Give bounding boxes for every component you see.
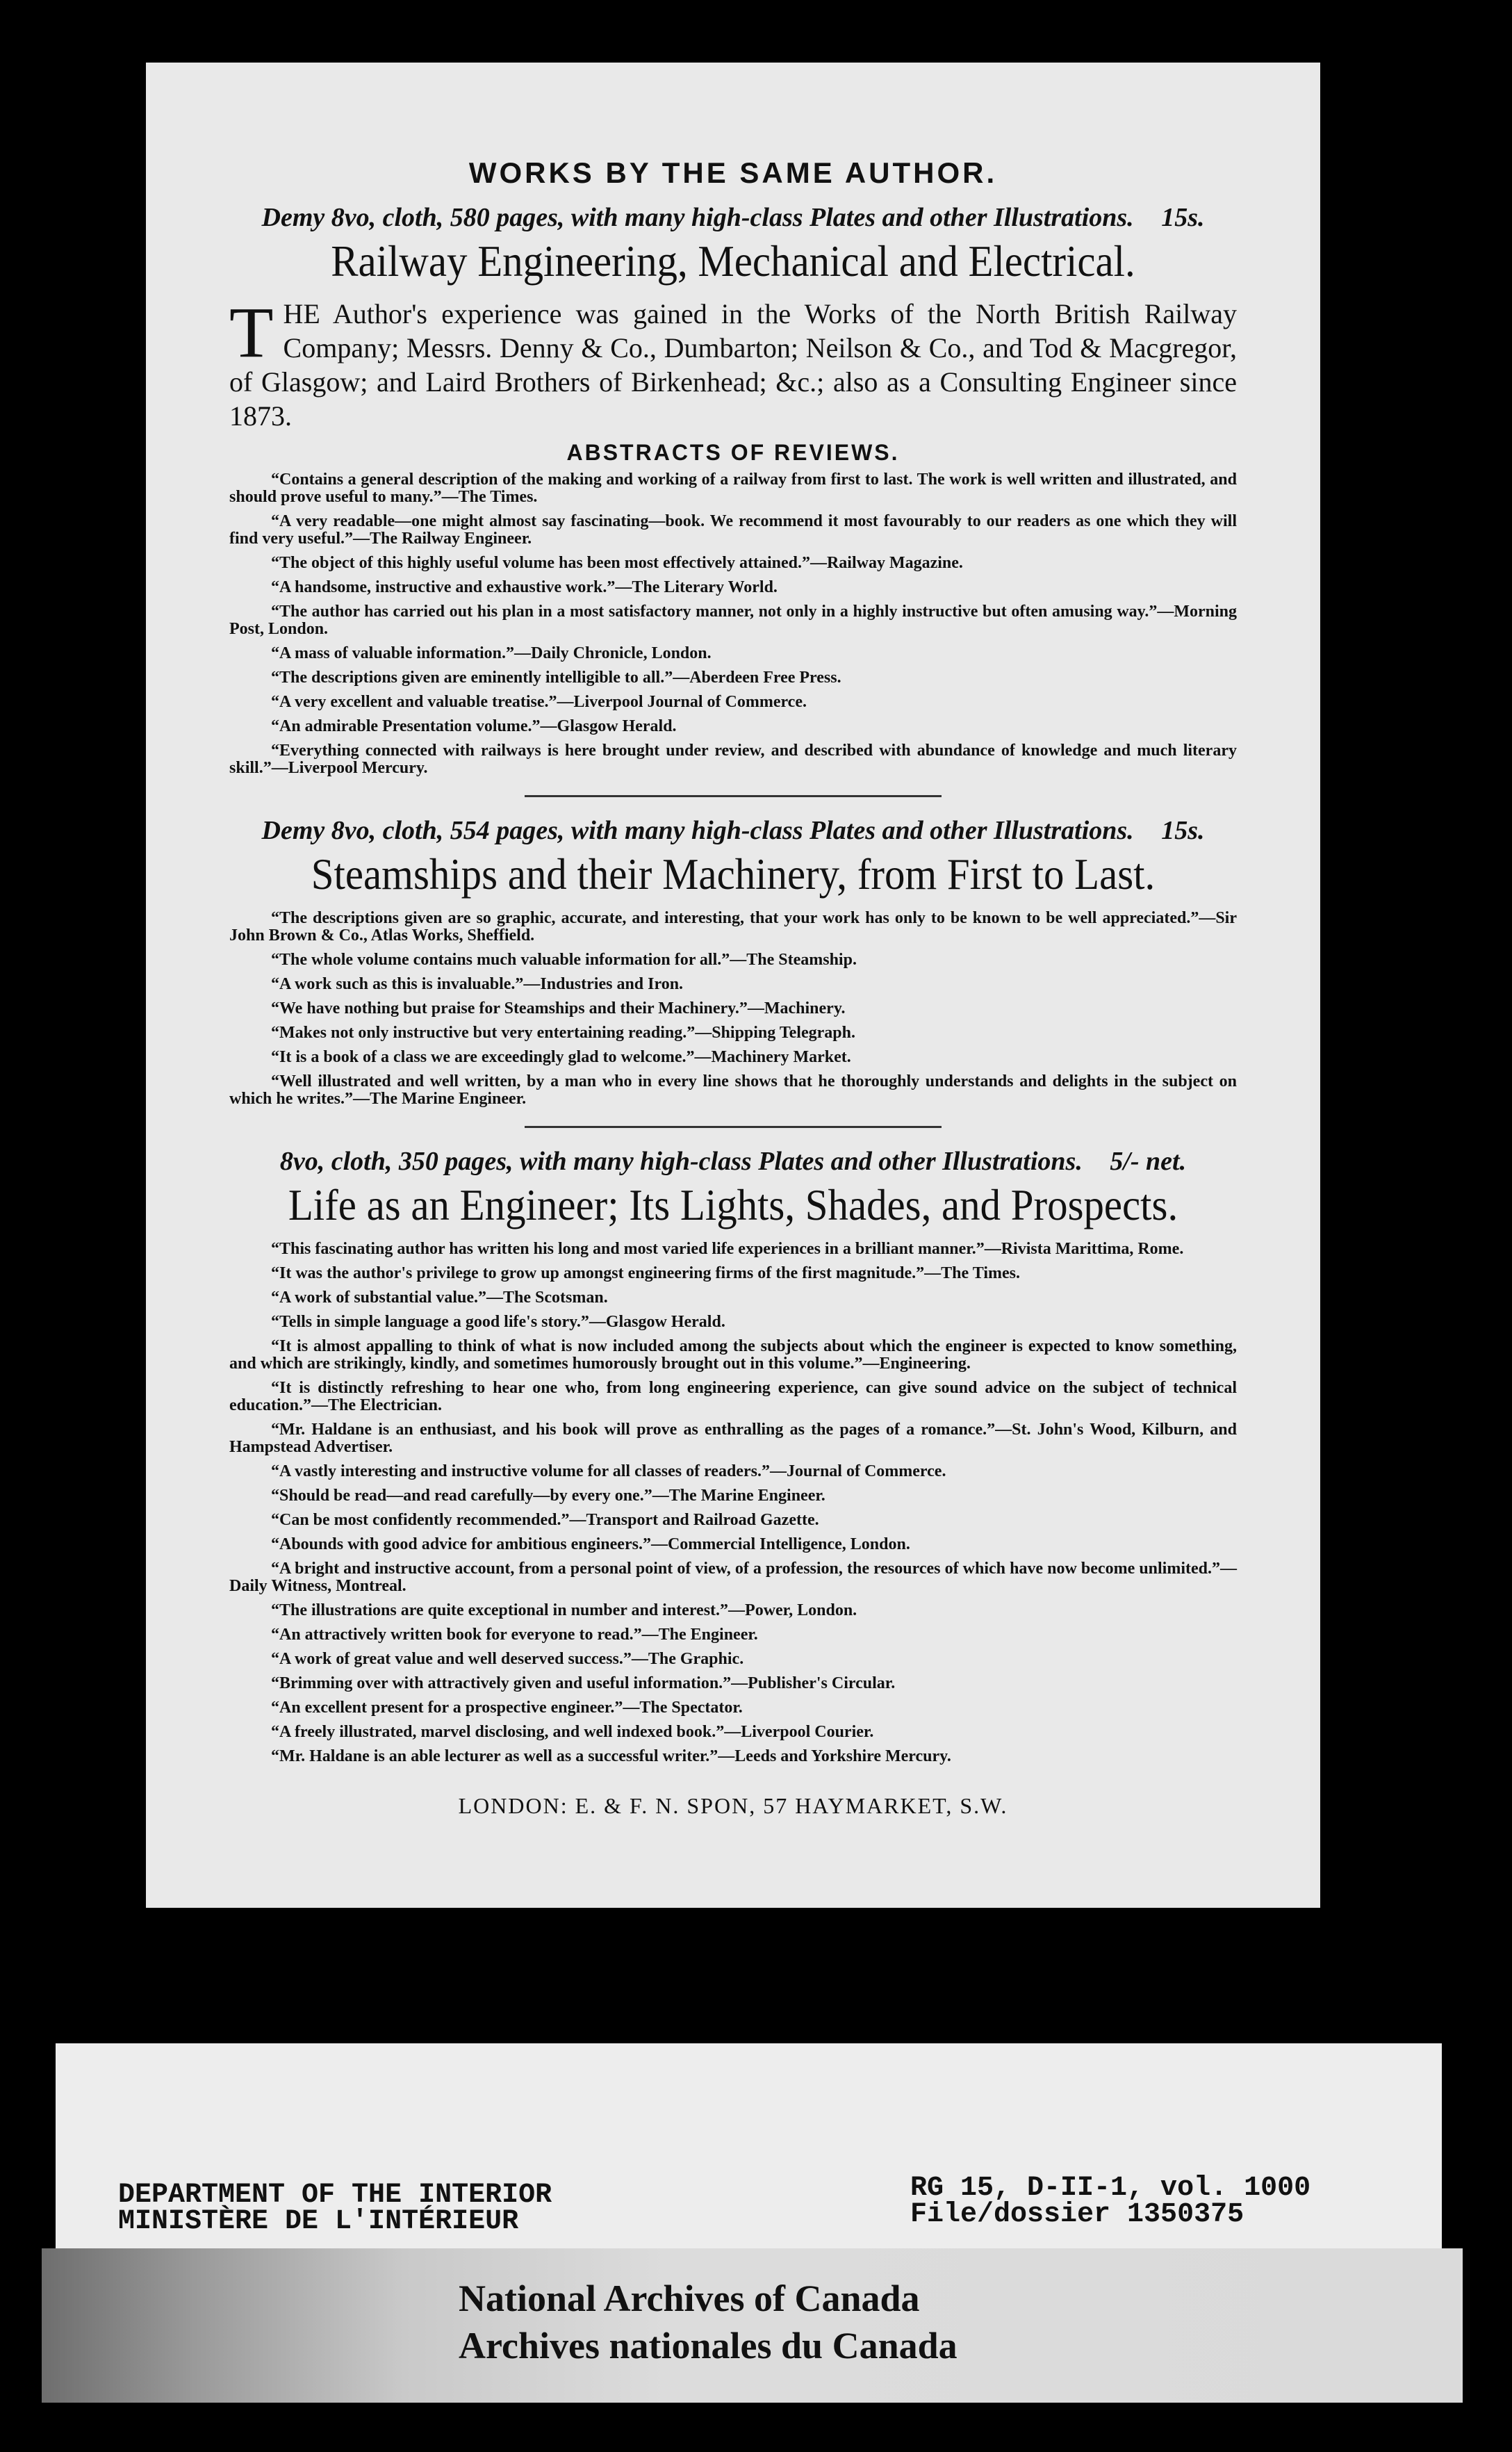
book-title: Steamships and their Machinery, from First to Last.: [311, 849, 1156, 899]
review-item: “This fascinating author has written his long and most varied life experiences in a brilliant manner.”—Rivista Marittima, Rome.: [271, 1240, 1184, 1258]
review-item: “A freely illustrated, marvel disclosing, and well indexed book.”—Liverpool Courier.: [271, 1723, 874, 1741]
review-item: “We have nothing but praise for Steamships and their Machinery.”—Machinery.: [271, 999, 846, 1017]
review-item: “It is a book of a class we are exceedingly glad to welcome.”—Machinery Market.: [271, 1048, 851, 1066]
review-item: “It is distinctly refreshing to hear one who, from long engineering experience, can give sound advice on the subject of technical education.”—The Electrician.: [229, 1379, 1237, 1414]
book-section-life-as-engineer: [229, 1146, 1237, 1765]
review-item: “The whole volume contains much valuable information for all.”—The Steamship.: [271, 951, 857, 969]
book-title: Railway Engineering, Mechanical and Electrical.: [331, 236, 1135, 286]
review-item: “Brimming over with attractively given and useful information.”—Publisher's Circular.: [271, 1674, 896, 1692]
review-item: “An admirable Presentation volume.”—Glasgow Herald.: [271, 717, 677, 735]
description-text: HE Author's experience was gained in the Works of the North British Railway Company; Messrs. Denny & Co., Dumbarton; Neilson & Co., and Tod & Macgregor, of Glasgow; and Laird Brothers of Birkenhead; &c.; also as a Consulting Engineer since 1873.: [229, 298, 1237, 432]
review-item: “A very excellent and valuable treatise.”—Liverpool Journal of Commerce.: [271, 693, 807, 711]
section-divider: [525, 795, 942, 797]
review-item: “It was the author's privilege to grow up amongst engineering firms of the first magnitude.”—The Times.: [271, 1264, 1020, 1282]
book-price: 5/- net.: [1110, 1147, 1187, 1176]
section-divider: [525, 1126, 942, 1128]
document-page: [146, 63, 1320, 1908]
publisher-imprint: LONDON: E. & F. N. SPON, 57 HAYMARKET, S.W.: [458, 1793, 1008, 1818]
review-item: “A very readable—one might almost say fascinating—book. We recommend it most favourably to our readers as one which they will find very useful.”—The Railway Engineer.: [229, 512, 1237, 548]
review-item: “A work such as this is invaluable.”—Industries and Iron.: [271, 975, 684, 993]
review-item: “A work of great value and well deserved success.”—The Graphic.: [271, 1650, 744, 1668]
review-item: “Contains a general description of the making and working of a railway from first to last. The work is well written and illustrated, and should prove useful to many.”—The Times.: [229, 471, 1237, 506]
review-item: “Makes not only instructive but very entertaining reading.”—Shipping Telegraph.: [271, 1024, 855, 1042]
department-fr: MINISTÈRE DE L'INTÉRIEUR: [118, 2206, 519, 2237]
book-edition: [229, 202, 1237, 233]
archives-name-fr: Archives nationales du Canada: [459, 2325, 958, 2367]
edition-text: Demy 8vo, cloth, 580 pages, with many high-class Plates and other Illustrations.: [261, 203, 1134, 232]
archives-name: [459, 2275, 958, 2369]
review-item: “The illustrations are quite exceptional in number and interest.”—Power, London.: [271, 1601, 857, 1619]
book-price: 15s.: [1161, 816, 1205, 845]
review-item: “Mr. Haldane is an enthusiast, and his book will prove as enthralling as the pages of a romance.”—St. John's Wood, Kilburn, and Hampstead Advertiser.: [229, 1421, 1237, 1456]
book-description: [229, 293, 1237, 433]
review-item: “An attractively written book for everyone to read.”—The Engineer.: [271, 1626, 758, 1644]
page-content: [229, 156, 1237, 1819]
review-item: “A handsome, instructive and exhaustive work.”—The Literary World.: [271, 578, 778, 596]
review-list: [229, 471, 1237, 777]
review-list: [229, 1241, 1237, 1765]
review-item: “Tells in simple language a good life's story.”—Glasgow Herald.: [271, 1313, 725, 1331]
edition-text: 8vo, cloth, 350 pages, with many high-class Plates and other Illustrations.: [279, 1147, 1083, 1176]
book-section-railway: [229, 202, 1237, 777]
review-item: “The author has carried out his plan in a most satisfactory manner, not only in a highly instructive but often amusing way.”—Morning Post, London.: [229, 603, 1237, 638]
department-label: [118, 2182, 552, 2235]
book-section-steamships: [229, 815, 1237, 1108]
review-item: “Should be read—and read carefully—by every one.”—The Marine Engineer.: [271, 1487, 825, 1505]
archive-label-strip: [56, 2043, 1442, 2252]
review-item: “The object of this highly useful volume has been most effectively attained.”—Railway Magazine.: [271, 554, 963, 572]
page-heading: WORKS BY THE SAME AUTHOR.: [468, 156, 998, 189]
department-en: DEPARTMENT OF THE INTERIOR: [118, 2180, 552, 2211]
review-item: “A bright and instructive account, from a personal point of view, of a profession, the resources of which have now become unlimited.”—Daily Witness, Montreal.: [229, 1560, 1237, 1595]
archives-banner: [42, 2248, 1463, 2403]
review-item: “Everything connected with railways is here brought under review, and described with abundance of knowledge and much literary skill.”—Liverpool Mercury.: [229, 742, 1237, 777]
record-group: RG 15, D-II-1, vol. 1000: [910, 2173, 1311, 2204]
review-item: “Mr. Haldane is an able lecturer as well as a successful writer.”—Leeds and Yorkshire Mercury.: [271, 1747, 951, 1765]
review-item: “It is almost appalling to think of what is now included among the subjects about which the engineer is expected to know something, and which are strikingly, kindly, and sometimes humorously brought out in this volume.”—Engineering.: [229, 1337, 1237, 1373]
archives-name-en: National Archives of Canada: [459, 2278, 920, 2319]
review-item: “Abounds with good advice for ambitious engineers.”—Commercial Intelligence, London.: [271, 1535, 910, 1553]
review-item: “A vastly interesting and instructive volume for all classes of readers.”—Journal of Commerce.: [271, 1462, 946, 1480]
edition-text: Demy 8vo, cloth, 554 pages, with many high-class Plates and other Illustrations.: [261, 816, 1134, 845]
review-item: “A work of substantial value.”—The Scotsman.: [271, 1289, 608, 1307]
review-item: “The descriptions given are so graphic, accurate, and interesting, that your work has only to be known to be well appreciated.”—Sir John Brown & Co., Atlas Works, Sheffield.: [229, 909, 1237, 945]
reference-label: [910, 2175, 1310, 2228]
book-edition: [229, 815, 1237, 846]
book-price: 15s.: [1161, 203, 1205, 232]
reviews-heading: ABSTRACTS OF REVIEWS.: [566, 440, 900, 465]
file-number: File/dossier 1350375: [910, 2199, 1244, 2230]
review-item: “Can be most confidently recommended.”—Transport and Railroad Gazette.: [271, 1511, 819, 1529]
review-item: “An excellent present for a prospective engineer.”—The Spectator.: [271, 1699, 743, 1717]
review-item: “Well illustrated and well written, by a man who in every line shows that he thoroughly understands and delights in the subject on which he writes.”—The Marine Engineer.: [229, 1072, 1237, 1108]
book-edition: [229, 1146, 1237, 1177]
drop-cap: T: [229, 293, 274, 373]
review-item: “A mass of valuable information.”—Daily Chronicle, London.: [271, 644, 712, 662]
review-item: “The descriptions given are eminently intelligible to all.”—Aberdeen Free Press.: [271, 669, 841, 687]
book-title: Life as an Engineer; Its Lights, Shades, and Prospects.: [288, 1180, 1178, 1229]
review-list: [229, 910, 1237, 1108]
